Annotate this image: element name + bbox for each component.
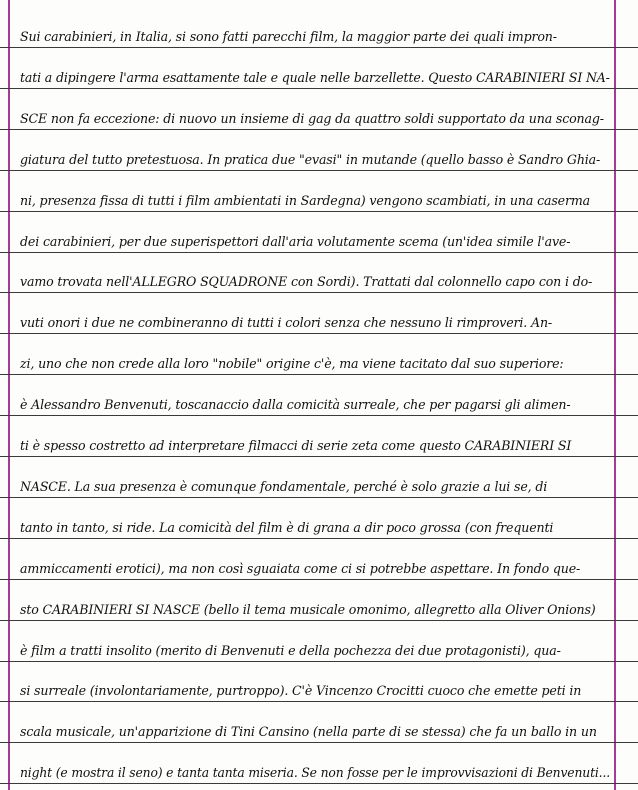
ruled-line	[0, 170, 638, 171]
text-line-content: Sui carabinieri, in Italia, si sono fatti parecchi film, la maggior parte dei quali impron-	[20, 29, 557, 44]
text-line-content: night (e mostra il seno) e tanta tanta miseria. Se non fosse per le improvvisazioni di Benvenuti...	[20, 765, 611, 780]
text-line	[20, 303, 614, 333]
text-line-content: ti è spesso costretto ad interpretare filmacci di serie zeta come questo CARABINIERI SI	[20, 438, 572, 453]
text-line	[20, 467, 614, 497]
text-line	[20, 140, 614, 170]
text-line	[20, 549, 614, 579]
text-line	[20, 590, 614, 620]
text-line-content: sto CARABINIERI SI NASCE (bello il tema musicale omonimo, allegretto alla Oliver Onions)	[20, 602, 596, 617]
ruled-line	[0, 742, 638, 743]
ruled-line	[0, 211, 638, 212]
left-margin-line	[8, 0, 10, 790]
ruled-line	[0, 620, 638, 621]
right-margin-line	[614, 0, 616, 790]
ruled-line	[0, 456, 638, 457]
ruled-line	[0, 374, 638, 375]
ruled-line	[0, 47, 638, 48]
ruled-line	[0, 783, 638, 784]
text-line-content: è film a tratti insolito (merito di Benvenuti e della pochezza dei due protagonisti), qua-	[20, 643, 561, 658]
text-line-content: tanto in tanto, si ride. La comicità del film è di grana a dir poco grossa (con frequenti	[20, 520, 554, 535]
text-line-content: dei carabinieri, per due superispettori dall'aria volutamente scema (un'idea simile l'ave-	[20, 234, 571, 249]
text-line	[20, 426, 614, 456]
text-line	[20, 385, 614, 415]
text-line-content: scala musicale, un'apparizione di Tini Cansino (nella parte di se stessa) che fa un ballo in un	[20, 724, 597, 739]
text-line-content: ammiccamenti erotici), ma non così sguaiata come ci si potrebbe aspettare. In fondo que-	[20, 561, 581, 576]
text-line-content: giatura del tutto pretestuosa. In pratica due "evasi" in mutande (quello basso è Sandro Ghia-	[20, 152, 601, 167]
ruled-line	[0, 415, 638, 416]
text-line	[20, 671, 614, 701]
ruled-line	[0, 661, 638, 662]
ruled-line	[0, 497, 638, 498]
ruled-line	[0, 129, 638, 130]
ruled-line	[0, 701, 638, 702]
ruled-line	[0, 292, 638, 293]
text-line-content: NASCE. La sua presenza è comunque fondamentale, perché è solo grazie a lui se, di	[20, 479, 548, 494]
text-line	[20, 712, 614, 742]
ruled-line	[0, 333, 638, 334]
text-line-content: tati a dipingere l'arma esattamente tale e quale nelle barzellette. Questo CARABINIERI SI NA-	[20, 70, 610, 85]
text-line-content: vuti onori i due ne combineranno di tutti i colori senza che nessuno li rimproveri. An-	[20, 315, 553, 330]
ruled-line	[0, 538, 638, 539]
text-line	[20, 222, 614, 252]
text-line-content: ni, presenza fissa di tutti i film ambientati in Sardegna) vengono scambiati, in una caserma	[20, 193, 590, 208]
text-line	[20, 262, 614, 292]
text-line	[20, 508, 614, 538]
text-line	[20, 181, 614, 211]
ruled-line	[0, 252, 638, 253]
text-line-content: è Alessandro Benvenuti, toscanaccio dalla comicità surreale, che per pagarsi gli alimen-	[20, 397, 571, 412]
text-line	[20, 58, 614, 88]
text-line	[20, 17, 614, 47]
text-line-content: zi, uno che non crede alla loro "nobile" origine c'è, ma viene tacitato dal suo superiore:	[20, 356, 564, 371]
text-line-content: si surreale (involontariamente, purtroppo). C'è Vincenzo Crocitti cuoco che emette peti in	[20, 683, 582, 698]
ruled-line	[0, 88, 638, 89]
text-line	[20, 631, 614, 661]
text-line-content: SCE non fa eccezione: di nuovo un insieme di gag da quattro soldi supportato da una sconag-	[20, 111, 604, 126]
text-line	[20, 344, 614, 374]
text-line	[20, 753, 614, 783]
text-line	[20, 99, 614, 129]
text-line-content: vamo trovata nell'ALLEGRO SQUADRONE con Sordi). Trattati dal colonnello capo con i do-	[20, 274, 593, 289]
ruled-line	[0, 579, 638, 580]
